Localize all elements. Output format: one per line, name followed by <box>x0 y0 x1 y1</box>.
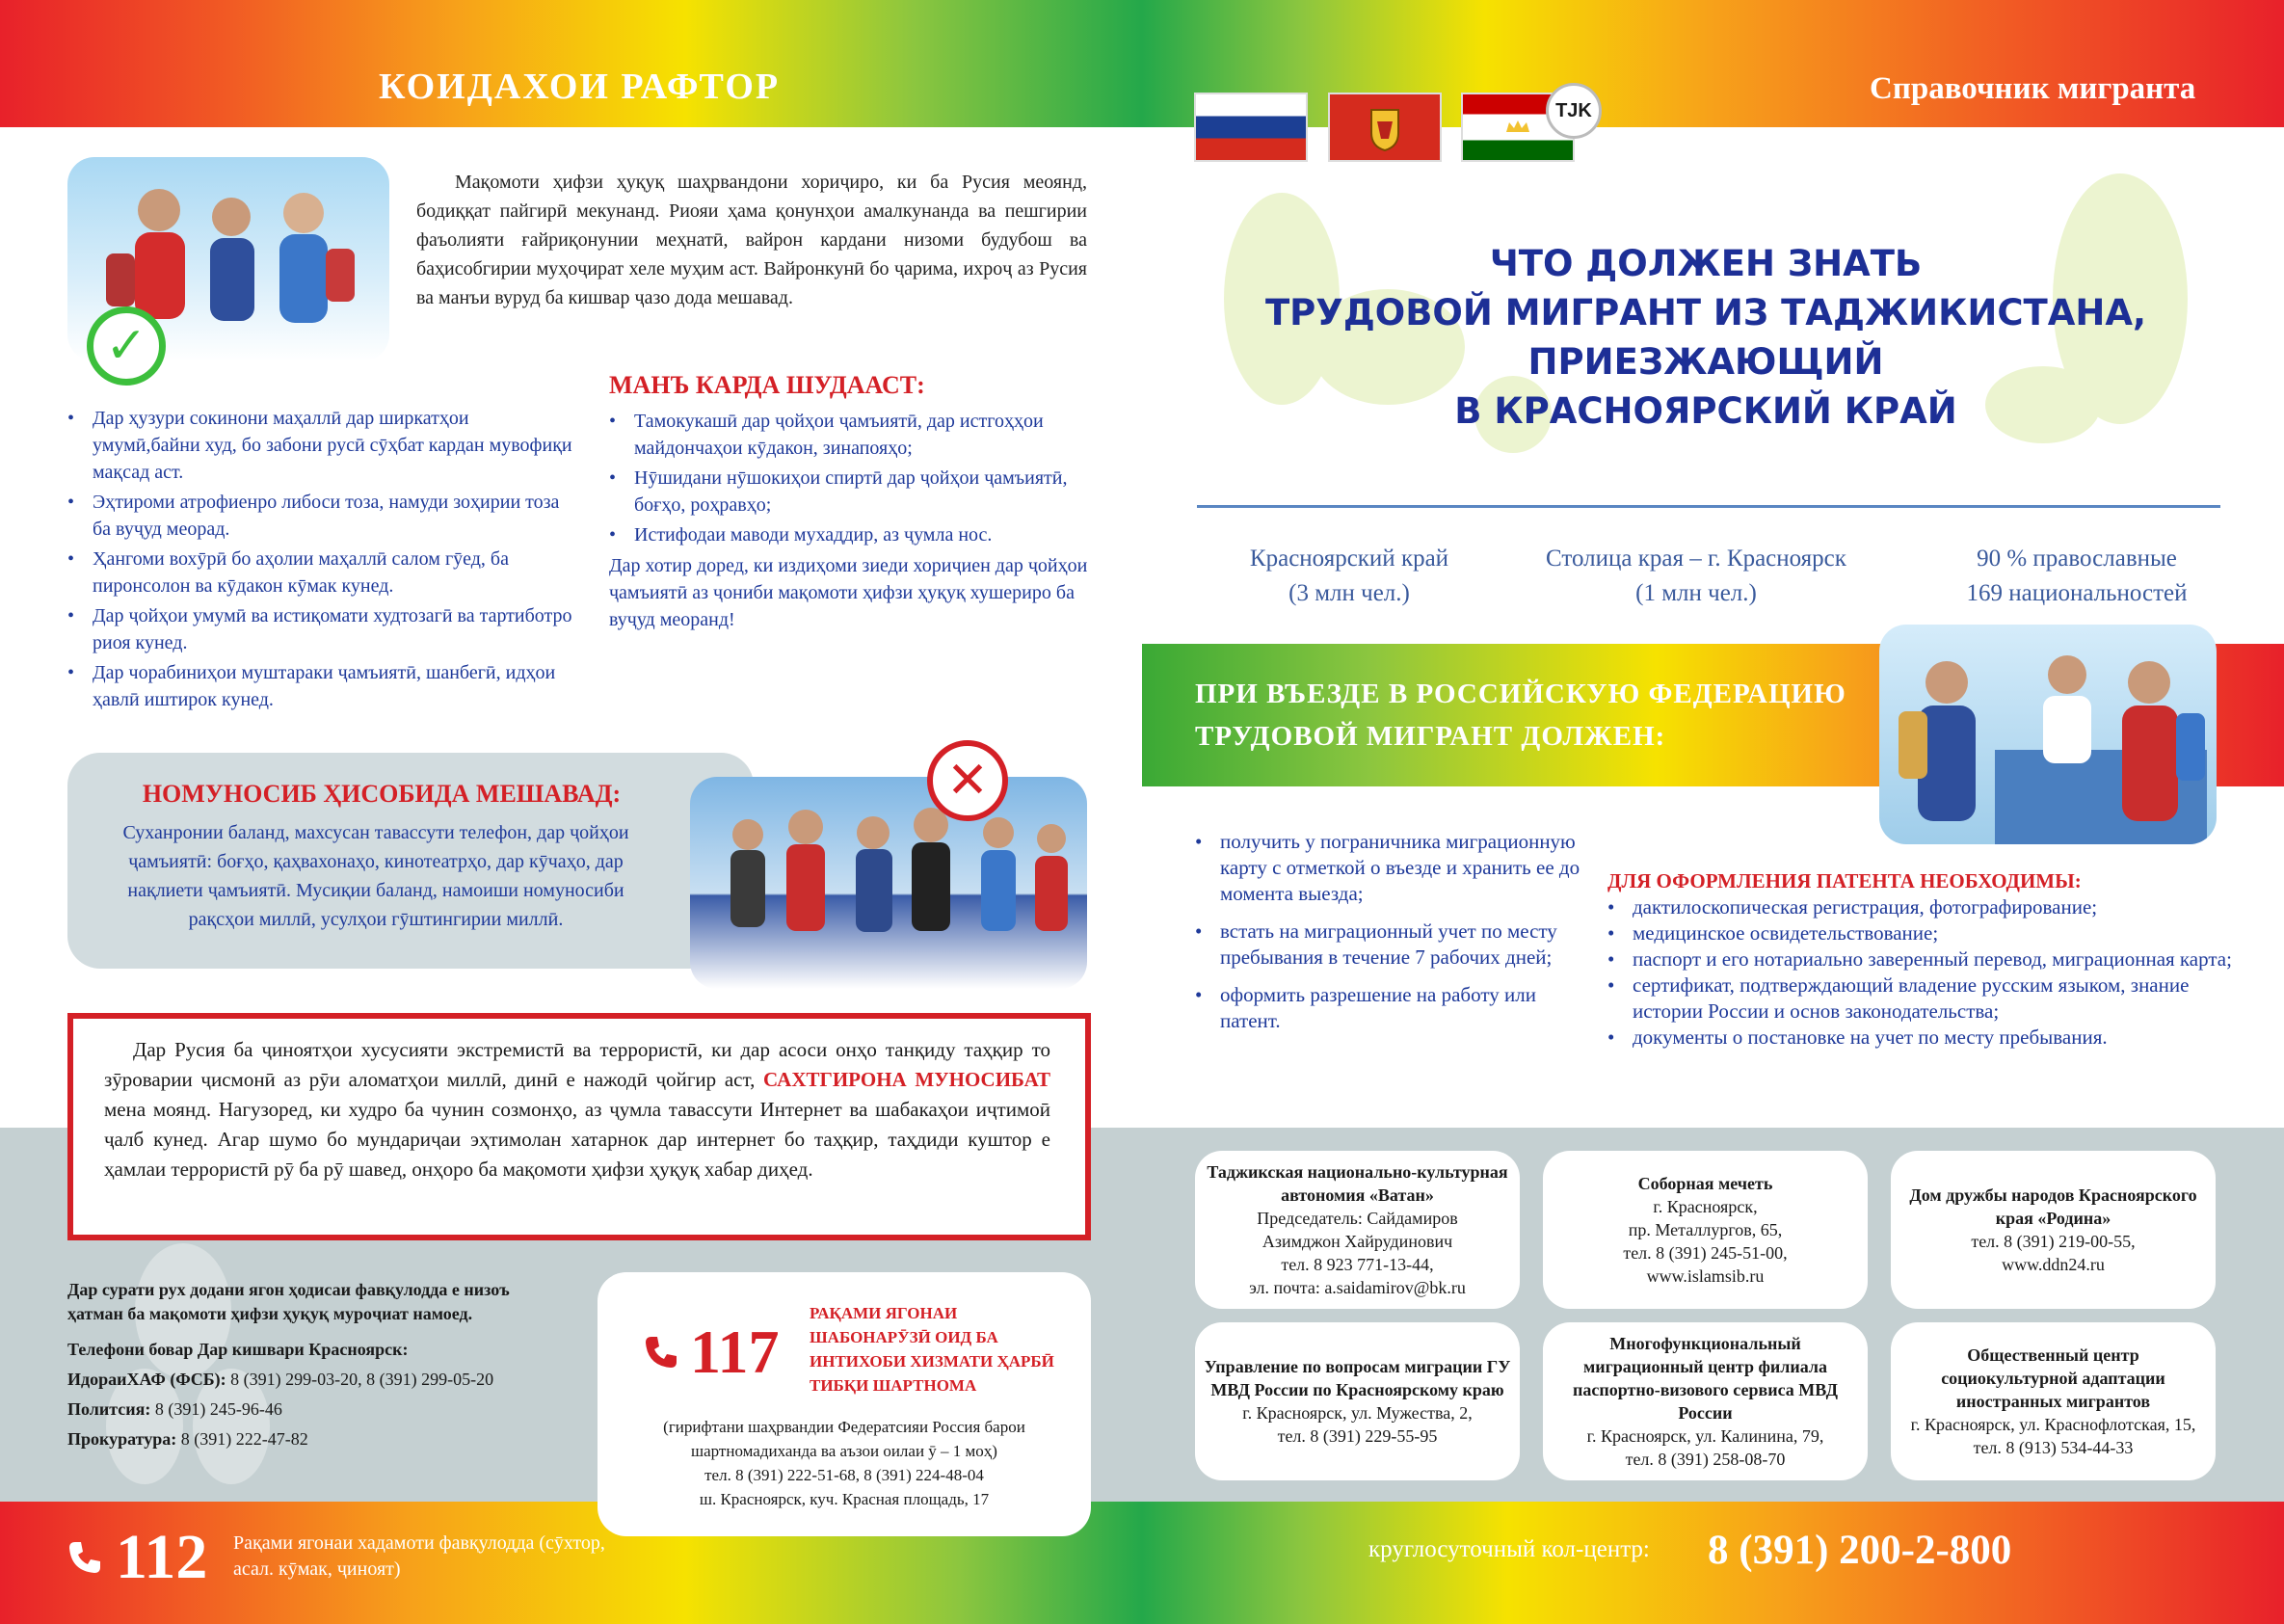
list-item: • Эҳтироми атрофиенро либоси тоза, намуди зоҳирии тоза ба вуҷуд меорад. <box>67 489 578 543</box>
trust-phones-title: Телефони бовар Дар кишвари Красноярск: <box>67 1340 409 1359</box>
russia-flag-icon <box>1194 93 1308 162</box>
callcenter-number: 8 (391) 200-2-800 <box>1708 1528 2012 1573</box>
org-card-vatan: Таджикская национально-культурная автономия «Ватан» Председатель: Сайдамиров Азимджон Хайрудинович тел. 8 923 771-13-44, эл. почта: a.saidamirov@bk.ru <box>1195 1151 1520 1309</box>
list-item: • Дар ҷойҳои умумӣ ва истиқомати худтозагӣ ва тартиботро риоя кунед. <box>67 602 578 656</box>
hotline-112-label: Рақами ягонаи хадамоти фавқулодда (сӯхтор, асал. кӯмак, ҷиноят) <box>233 1532 605 1580</box>
hotline-117-label: РАҚАМИ ЯГОНАИ ШАБОНАРӮЗӢ ОИД БА ИНТИХОБИ ХИЗМАТИ ҲАРБӢ ТИБҚИ ШАРТНОМА <box>810 1304 1054 1395</box>
arrival-requirements-list <box>1195 829 1580 1037</box>
list-item: • встать на миграционный учет по месту пребывания в течение 7 рабочих дней; <box>1195 918 1580 971</box>
list-item: • Истифодаи маводи мухаддир, аз ҷумла нос. <box>609 521 1091 548</box>
crowd-illustration <box>690 777 1087 989</box>
list-item: • Дар чорабиниҳои муштараки ҷамъиятӣ, шанбегӣ, идҳои ҳавлӣ иштирок кунед. <box>67 659 578 713</box>
list-item: • получить у пограничника миграционную карту с отметкой о въезде и хранить ее до момента выезда; <box>1195 829 1580 907</box>
list-item: • паспорт и его нотариально заверенный перевод, миграционная карта; <box>1607 946 2234 972</box>
org-card-migration-center: Многофункциональный миграционный центр филиала паспортно-визового сервиса МВД России г. Красноярск, ул. Калинина, 79, тел. 8 (391) 258-08-70 <box>1543 1322 1868 1480</box>
emergency-contacts <box>67 1278 569 1451</box>
org-card-mosque: Соборная мечеть г. Красноярск, пр. Металлургов, 65, тел. 8 (391) 245-51-00, www.islamsib.ru <box>1543 1151 1868 1309</box>
phone-icon <box>642 1333 680 1371</box>
extremism-warning-text <box>104 1035 1050 1185</box>
stat-region: Красноярский край (3 млн чел.) <box>1249 546 1449 606</box>
warning-text-after: мена моянд. Нагузоред, ки худро ба чунин созмонҳо, аз ҷумла тавассути Интернет ва шабакаҳои иҷтимоӣ ҷалб кунед. Агар шумо бо мундариҷаи эҳтимолан хатарнок дар интернет бо таҳқир, таҳдиди куштор е ҳамлаи террористӣ рӯ ба рӯ шавед, онҳоро ба мақомоти ҳифзи ҳуқуқ хабар диҳед. <box>104 1098 1050 1181</box>
list-item: • Дар ҳузури сокинони маҳаллӣ дар ширкатҳои умумӣ,байни худ, бо забони русӣ сӯҳбат кардан мувофиқи мақсад аст. <box>67 405 578 486</box>
warning-highlight: САХТГИРОНА МУНОСИБАТ <box>763 1068 1050 1091</box>
crown-icon <box>1503 119 1532 136</box>
top-color-band <box>0 0 2284 127</box>
org-card-friendship-house: Дом дружбы народов Красноярского края «Родина» тел. 8 (391) 219-00-55, www.ddn24.ru <box>1891 1151 2216 1309</box>
forbidden-title: МАНЪ КАРДА ШУДААСТ: <box>609 371 925 399</box>
cross-icon: ✕ <box>927 740 1008 821</box>
phone-icon <box>66 1538 104 1577</box>
org-card-adaptation-center: Общественный центр социокультурной адаптации иностранных мигрантов г. Красноярск, ул. Краснофлотская, 15, тел. 8 (913) 534-44-33 <box>1891 1322 2216 1480</box>
prosecutor-phone: Прокуратура: 8 (391) 222-47-82 <box>67 1429 308 1449</box>
list-item: • документы о постановке на учет по месту пребывания. <box>1607 1025 2234 1051</box>
inappropriate-text: Суханронии баланд, махсусан тавассути телефон, дар ҷойҳои ҷамъиятӣ: боғҳо, қаҳвахонаҳо, кинотеатрҳо, дар кӯчаҳо, дар нақлиети ҷамъиятӣ. Мусиқии баланд, намоиши номуносиби рақсҳои миллӣ, усулҳои гӯштингирии миллӣ. <box>122 822 629 930</box>
krasnoyarsk-flag-icon <box>1328 93 1442 162</box>
intro-paragraph: Мақомоти ҳифзи ҳуқуқ шаҳрвандони хориҷиро, ки ба Русия меоянд, бодиққат пайгирӣ мекунанд. Риояи ҳама қонунҳои амалкунанда ва пешгирии фаъолияти ғайриқонунии меҳнатӣ, вайрон кардани низоми будубош ва баҳисобгирии муҳоҷират хеле муҳим аст. Вайронкунӣ бо ҷарима, ихроҷ аз Русия ва манъи вуруд ба кишвар ҷазо дода мешавад. <box>416 172 1087 308</box>
crowd-image <box>690 777 1087 989</box>
section-title-rules: КОИДАХОИ РАФТОР <box>379 67 781 107</box>
arrival-banner-text: ПРИ ВЪЕЗДЕ В РОССИЙСКУЮ ФЕДЕРАЦИЮ ТРУДОВОЙ МИГРАНТ ДОЛЖЕН: <box>1195 679 1846 752</box>
border-control-image <box>1879 625 2217 844</box>
krasnoyarsk-coat-of-arms-icon <box>1368 102 1402 152</box>
patent-requirements-list <box>1607 894 2234 1051</box>
list-item: • оформить разрешение на работу или патент. <box>1195 982 1580 1034</box>
border-control-illustration <box>1879 625 2217 844</box>
stat-population: 90 % православные 169 национальностей <box>1966 546 2188 606</box>
recommendations-list <box>67 405 578 716</box>
list-item: • сертификат, подтверждающий владение русским языком, знание истории России и основ законодательства; <box>1607 972 2234 1025</box>
hotline-112-number: 112 <box>66 1521 207 1594</box>
checkmark-icon: ✓ <box>87 306 166 386</box>
stat-capital: Столица края – г. Красноярск (1 млн чел.) <box>1546 546 1846 606</box>
emergency-intro: Дар сурати рух додани ягон ҳодисаи фавқулодда е низоъ ҳатман ба мақомоти ҳифзи ҳуқуқ муроҷиат намоед. <box>67 1280 510 1323</box>
main-heading: ЧТО ДОЛЖЕН ЗНАТЬ ТРУДОВОЙ МИГРАНТ ИЗ ТАДЖИКИСТАНА, ПРИЕЗЖАЮЩИЙ В КРАСНОЯРСКИЙ КРАЙ <box>1264 243 2147 432</box>
org-card-migration-department: Управление по вопросам миграции ГУ МВД России по Красноярскому краю г. Красноярск, ул. Мужества, 2, тел. 8 (391) 229-55-95 <box>1195 1322 1520 1480</box>
forbidden-list <box>609 408 1091 551</box>
patent-title: ДЛЯ ОФОРМЛЕНИЯ ПАТЕНТА НЕОБХОДИМЫ: <box>1607 869 2082 892</box>
brochure-title: Справочник мигранта <box>1870 71 2196 106</box>
police-phone: Политсия: 8 (391) 245-96-46 <box>67 1399 282 1419</box>
list-item: • медицинское освидетельствование; <box>1607 920 2234 946</box>
hotline-117-info: (гирифтани шаҳрвандии Федератсияи Россия барои шартномадиханда ва аъзои оилаи ӯ – 1 моҳ) тел. 8 (391) 222-51-68, 8 (391) 224-48-04 ш. Красноярск, куч. Красная площадь, 17 <box>663 1418 1025 1508</box>
hotline-117-number: 117 <box>642 1317 779 1388</box>
list-item: • Нӯшидани нӯшокиҳои спиртӣ дар ҷойҳои ҷамъиятӣ, боғҳо, роҳравҳо; <box>609 465 1091 519</box>
list-item: • Ҳангоми вохӯрӣ бо аҳолии маҳаллӣ салом гӯед, ба пиронсолон ва кӯдакон кӯмак кунед. <box>67 546 578 599</box>
divider <box>1197 505 2220 508</box>
country-code-badge: TJK <box>1546 83 1602 139</box>
fsb-phone: ИдораиХАФ (ФСБ): 8 (391) 299-03-20, 8 (391) 299-05-20 <box>67 1370 494 1389</box>
inappropriate-title: НОМУНОСИБ ҲИСОБИДА МЕШАВАД: <box>142 780 622 808</box>
list-item: • дактилоскопическая регистрация, фотографирование; <box>1607 894 2234 920</box>
warning-text-before: Дар Русия ба ҷиноятҳои хусусияти экстремистӣ ва террористӣ, ки дар асоси онҳо танқиду таҳқир то зӯроварии ҷисмонӣ аз рӯи аломатҳои миллӣ, динӣ е нажодӣ ҷойгир аст, <box>104 1038 1050 1091</box>
callcenter-label: круглосуточный кол-центр: <box>1368 1536 1650 1562</box>
list-item: • Тамокукашӣ дар ҷойҳои ҷамъиятӣ, дар истгоҳҳои майдончаҳои кӯдакон, зинапояҳо; <box>609 408 1091 462</box>
forbidden-note: Дар хотир доред, ки издиҳоми зиеди хориҷиен дар ҷойҳои ҷамъиятӣ аз ҷониби мақомоти ҳифзи ҳуқуқ хушериро ба вуҷуд меоранд! <box>609 555 1088 630</box>
